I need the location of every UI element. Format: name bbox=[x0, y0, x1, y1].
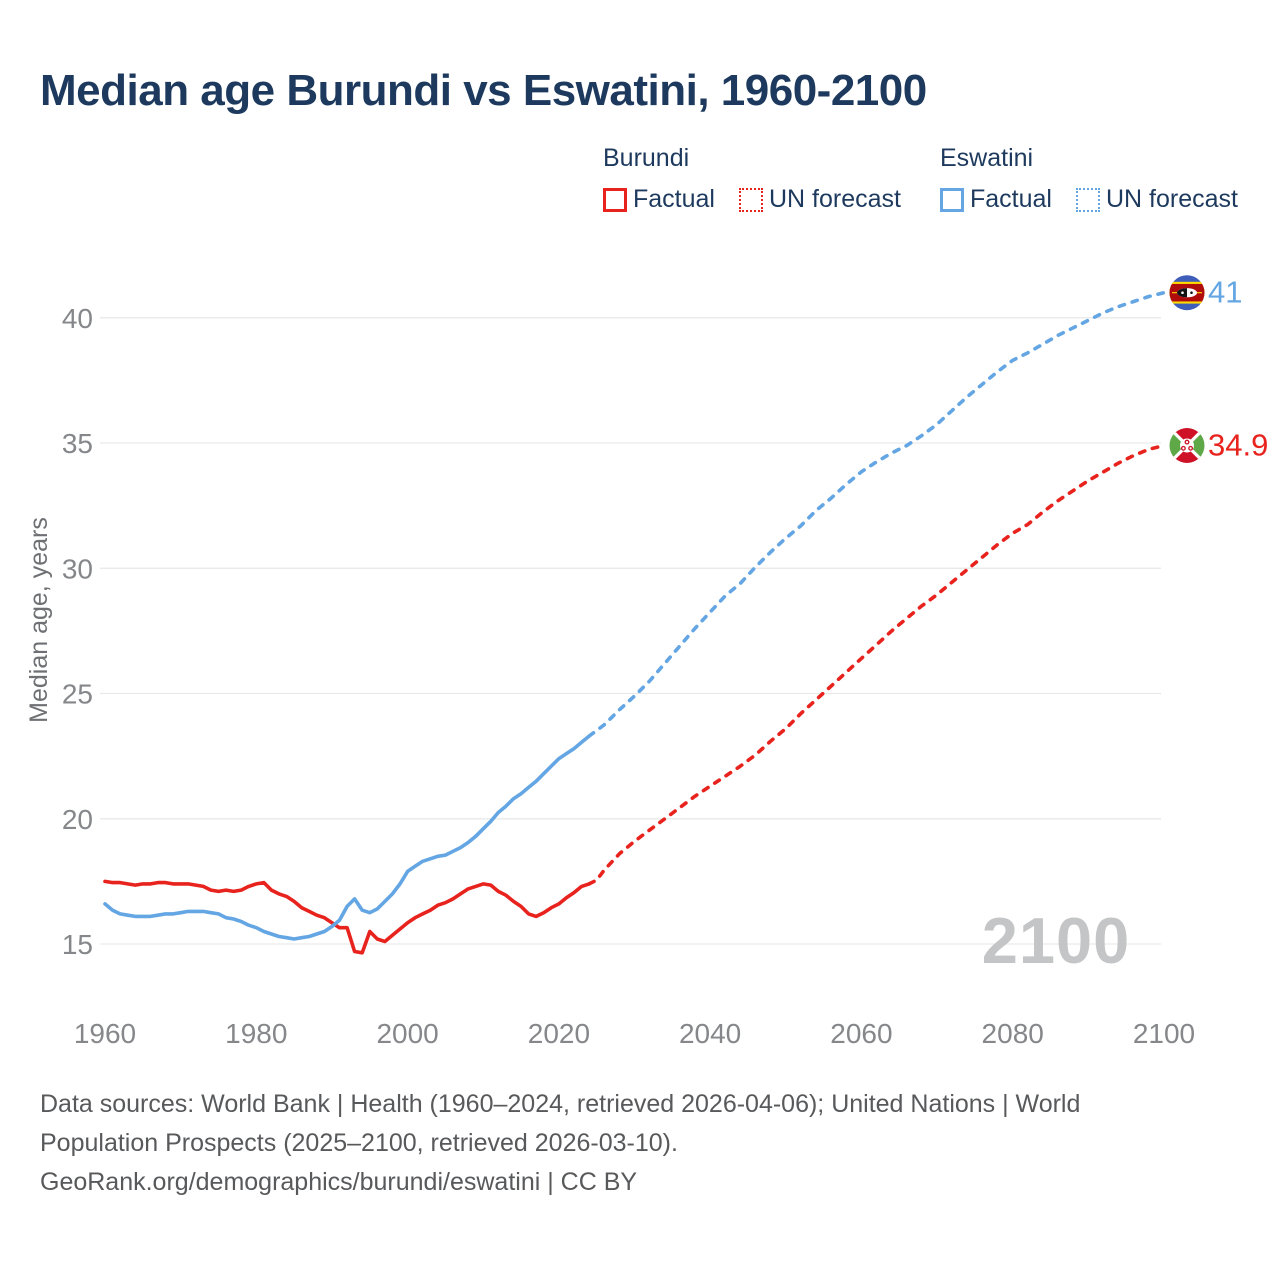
series-line-eswatini-forecast bbox=[589, 293, 1164, 736]
y-tick-label: 30 bbox=[61, 553, 93, 585]
flags-layer bbox=[1169, 275, 1205, 464]
end-value-label-burundi: 34.9 bbox=[1208, 427, 1269, 463]
end-value-label-eswatini: 41 bbox=[1208, 274, 1243, 310]
x-tick-label: 2040 bbox=[678, 1018, 742, 1049]
y-tick-label: 25 bbox=[61, 678, 93, 710]
y-tick-label: 40 bbox=[61, 302, 93, 334]
gridlines-layer bbox=[62, 303, 1195, 1049]
burundi-factual-label: Factual bbox=[633, 185, 715, 213]
x-tick-label: 2020 bbox=[527, 1018, 591, 1049]
burundi-forecast-label: UN forecast bbox=[768, 185, 901, 213]
y-tick-label: 20 bbox=[61, 803, 93, 835]
series-line-burundi-factual bbox=[105, 881, 589, 952]
legend-group-burundi-name: Burundi bbox=[603, 144, 690, 172]
x-tick-label: 1960 bbox=[73, 1018, 137, 1049]
series-line-eswatini-factual bbox=[105, 736, 589, 939]
series-layer bbox=[105, 293, 1164, 953]
legend-group-eswatini-name: Eswatini bbox=[940, 144, 1034, 172]
x-tick-label: 2000 bbox=[376, 1018, 439, 1049]
eswatini-forecast-label: UN forecast bbox=[1105, 185, 1238, 213]
end-labels-layer bbox=[1208, 275, 1268, 463]
chart-title: Median age Burundi vs Eswatini, 1960-2100 bbox=[40, 66, 927, 115]
footer bbox=[40, 1089, 1080, 1206]
eswatini-factual-label: Factual bbox=[970, 185, 1052, 213]
burundi-flag-icon bbox=[1169, 428, 1205, 464]
footer-source-line-1: Data sources: World Bank | Health (1960–2024, retrieved 2026-04-06); United Nations | World bbox=[40, 1090, 1081, 1118]
x-tick-label: 2100 bbox=[1132, 1018, 1196, 1049]
eswatini-flag-icon bbox=[1169, 275, 1205, 311]
y-axis-title: Median age, years bbox=[25, 517, 53, 723]
footer-source-line-2: Population Prospects (2025–2100, retrieved 2026-03-10). bbox=[40, 1129, 678, 1157]
y-tick-label: 15 bbox=[61, 929, 93, 960]
series-line-burundi-forecast bbox=[589, 446, 1164, 884]
y-tick-label: 35 bbox=[61, 428, 93, 459]
x-tick-label: 2080 bbox=[981, 1018, 1044, 1049]
x-tick-label: 2060 bbox=[830, 1018, 893, 1049]
x-tick-label: 1980 bbox=[225, 1018, 288, 1049]
watermark: 2100 bbox=[981, 904, 1131, 977]
footer-url-line: GeoRank.org/demographics/burundi/eswatini | CC BY bbox=[40, 1168, 638, 1196]
